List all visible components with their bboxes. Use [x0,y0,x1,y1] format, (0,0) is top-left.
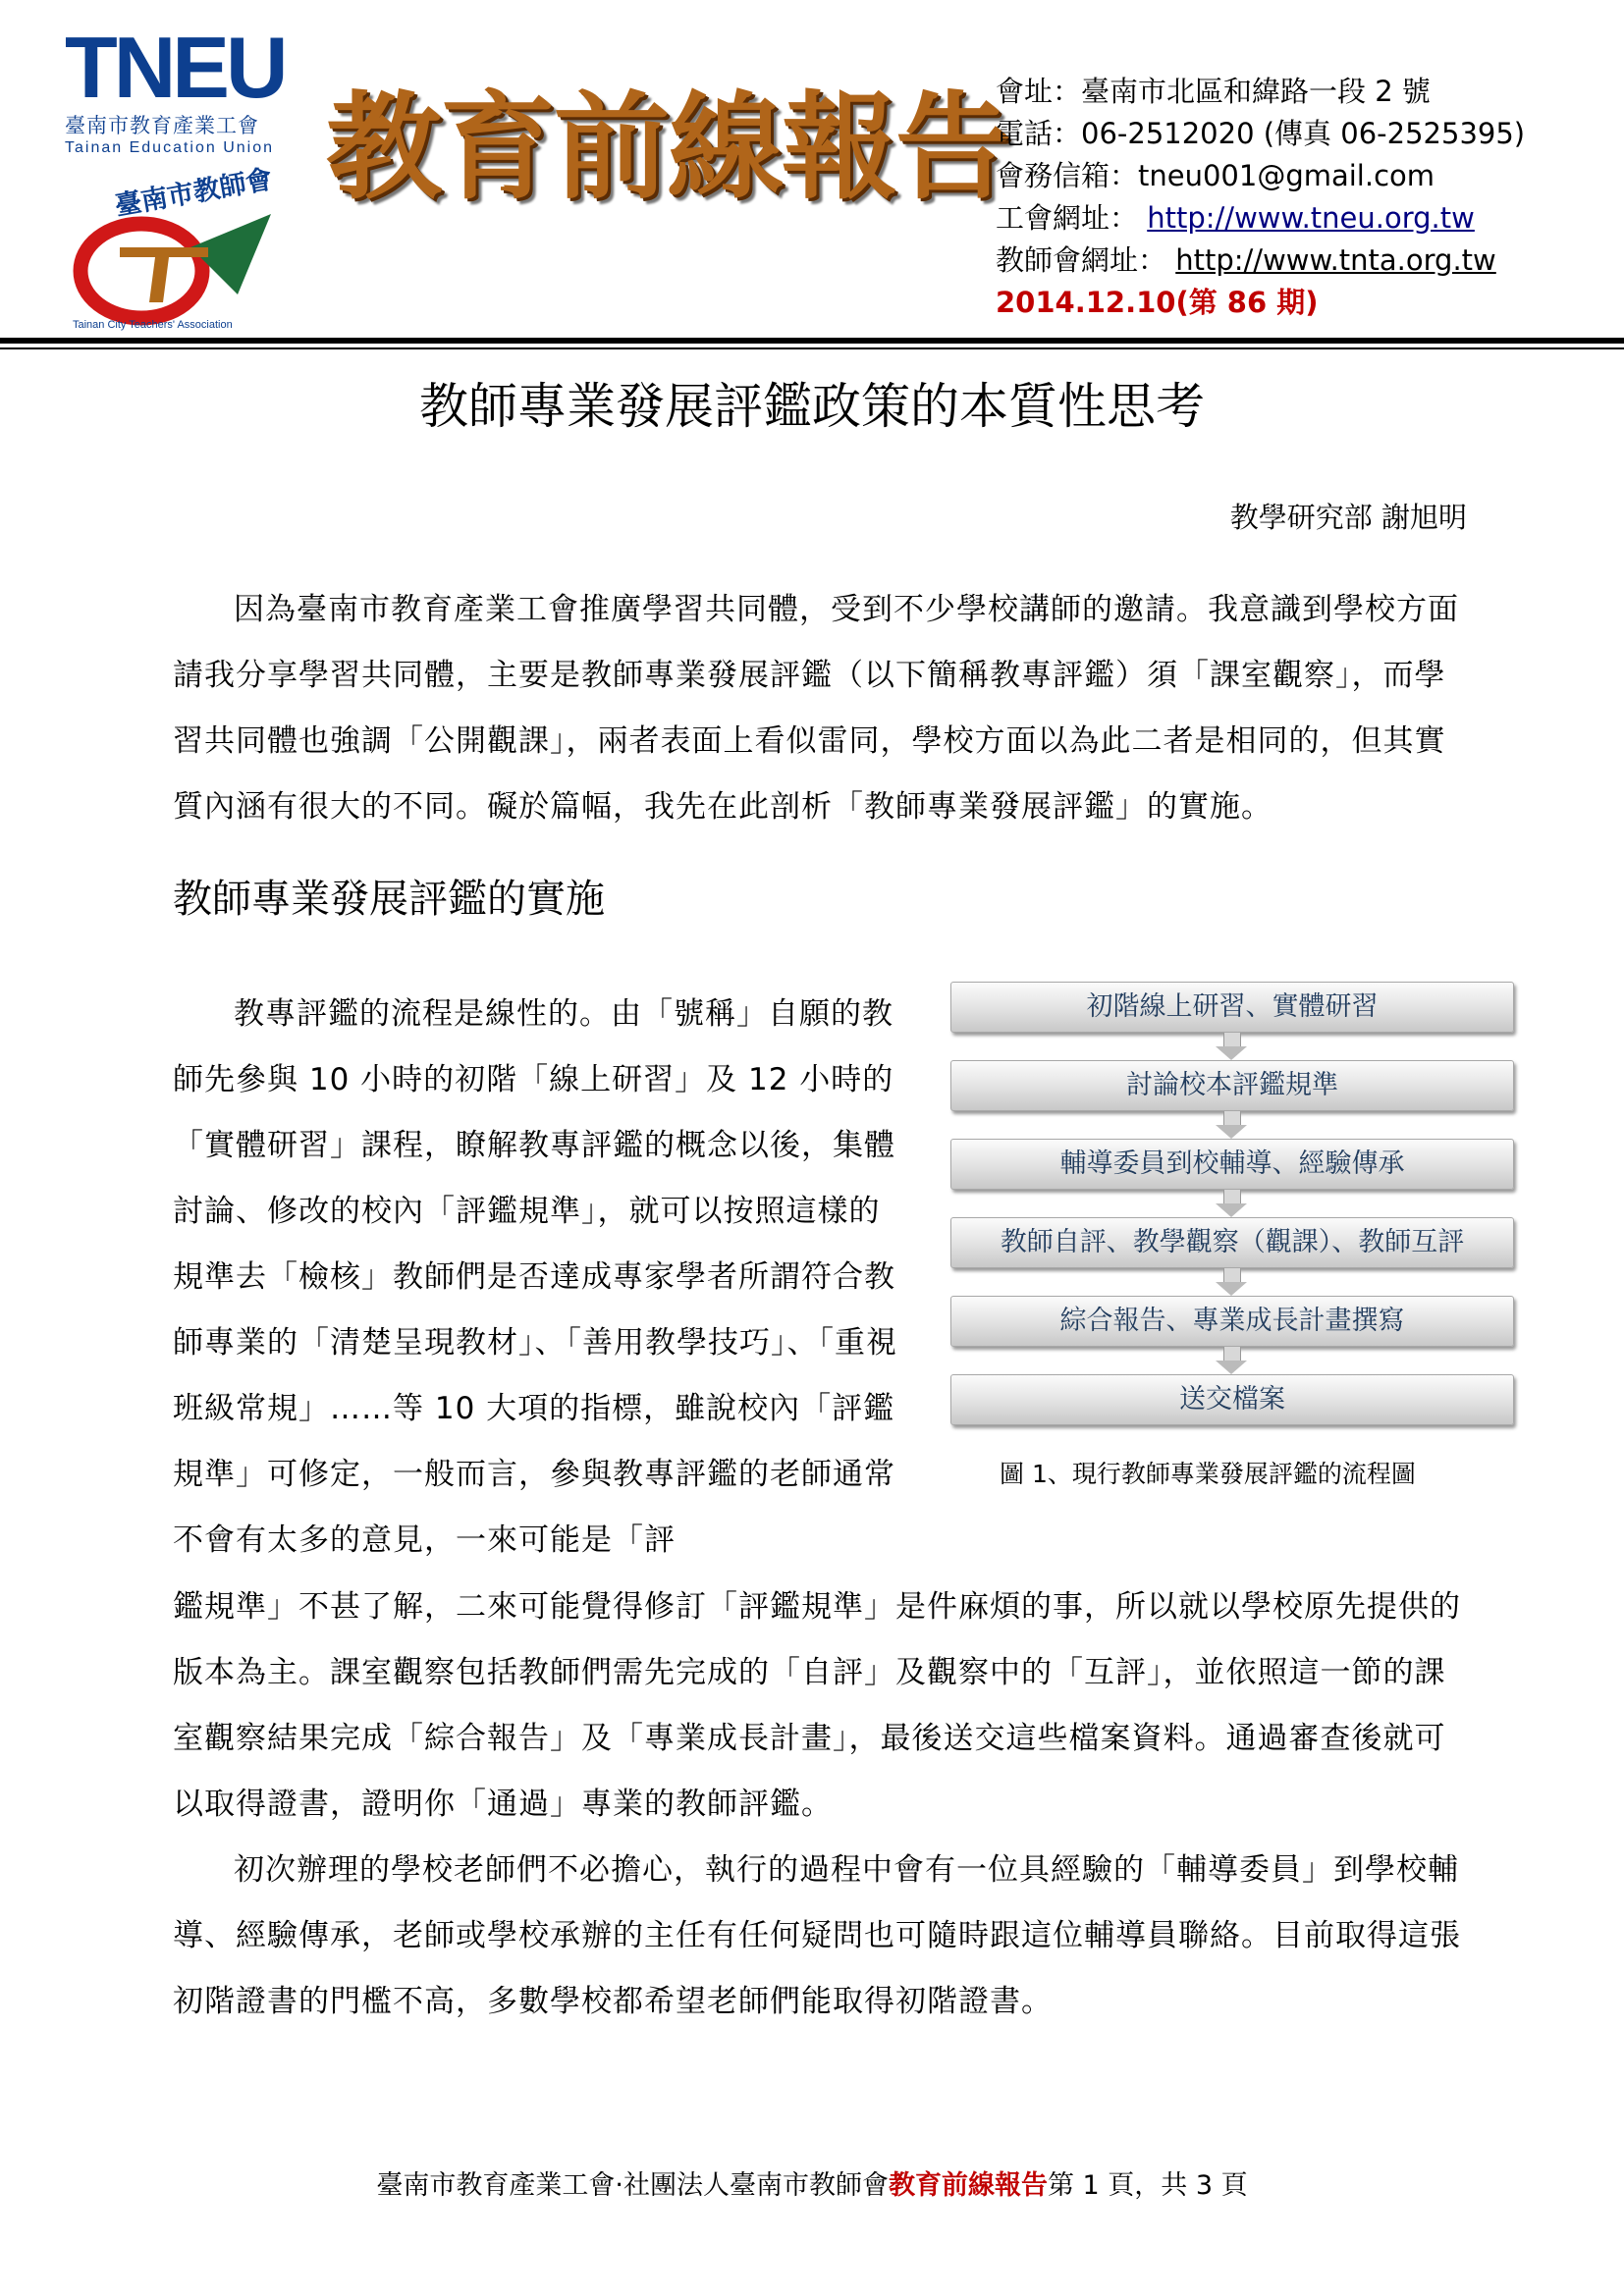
flowchart-arrow-icon [950,1268,1512,1296]
flowchart-step-4: 教師自評、教學觀察（觀課）、教師互評 [950,1217,1514,1268]
teacher-logo-en: Tainan City Teachers' Association [73,319,233,331]
teacher-association-emblem [61,155,306,332]
tneu-logo-word: TNEU [65,19,285,116]
flowchart-arrow-icon [950,1033,1512,1060]
flowchart-step-3: 輔導委員到校輔導、經驗傳承 [950,1139,1514,1190]
flowchart-step-1: 初階線上研習、實體研習 [950,982,1514,1033]
article-title: 教師專業發展評鑑政策的本質性思考 [419,378,1205,435]
flowchart-arrow-icon [950,1111,1512,1139]
body-paragraph-2: 初次辦理的學校老師們不必擔心，執行的過程中會有一位具經驗的「輔導委員」到學校輔導、經驗傳承，老師或學校承辦的主任有任何疑問也可隨時跟這位輔導員聯絡。目前取得這張初階證書的門檻不高，多數學校都希望老師們能取得初階證書。 [173,1852,1461,2019]
footer-prefix: 臺南市教育產業工會‧社團法人臺南市教師會 [376,2170,889,2201]
footer-page-number: 第 1 頁，共 3 頁 [1047,2170,1248,2201]
body-paragraph-continued: 鑑規準」不甚了解，二來可能覺得修訂「評鑑規準」是件麻煩的事，所以就以學校原先提供的版本為主。課室觀察包括教師們需先完成的「自評」及觀察中的「互評」，並依照這一節的課室觀察結果完成「綜合報告」及「專業成長計畫」，最後送交這些檔案資料。通過審查後就可以取得證書，證明你「通過」專業的教師評鑑。 [173,1589,1461,1822]
tneu-logo-en: Tainan Education Union [65,139,275,156]
contact-address: 會址：臺南市北區和緯路一段 2 號 [996,75,1431,108]
page-footer [0,2163,1624,2202]
header-divider [0,338,1624,344]
newsletter-title: 教育前線報告 [326,79,1010,215]
flowchart-arrow-icon [950,1347,1512,1374]
header-divider-thin [0,347,1624,349]
figure-caption: 圖 1、現行教師專業發展評鑑的流程圖 [1000,1460,1416,1488]
article-author: 教學研究部 謝旭明 [1229,501,1467,534]
flowchart [950,982,1518,1425]
section-heading: 教師專業發展評鑑的實施 [173,877,605,922]
issue-date: 2014.12.10(第 86 期) [996,286,1319,319]
teacher-logo-cn: 臺南市教師會 [112,164,275,223]
flowchart-arrow-icon [950,1190,1512,1217]
tneu-logo-cn: 臺南市教育產業工會 [65,114,259,137]
contact-email: 會務信箱：tneu001@gmail.com [996,159,1435,192]
teacher-site-label: 教師會網址： [996,243,1167,277]
union-site-label: 工會網址： [996,201,1139,235]
body-paragraph-wrapped: 教專評鑑的流程是線性的。由「號稱」自願的教師先參與 10 小時的初階「線上研習」及 12 小時的「實體研習」課程，瞭解教專評鑑的概念以後，集體討論、修改的校內「評鑑規準」，就可以按照這樣的規準去「檢核」教師們是否達成專家學者所謂符合教師專業的「清楚呈現教材」、「善用教學技巧」、「重視班級常規」……等 10 大項的指標，雖說校內「評鑑規準」可修定，一般而言，參與教專評鑑的老師通常不會有太多的意見，一來可能是「評 [173,996,897,1558]
contact-block [996,71,1525,324]
flowchart-step-6: 送交檔案 [950,1374,1514,1425]
footer-brand: 教育前線報告 [888,2170,1048,2201]
flowchart-step-2: 討論校本評鑑規準 [950,1060,1514,1111]
union-site-row [996,197,1525,240]
tneu-logo [65,19,291,157]
contact-phone: 電話：06-2512020 (傳真 06-2525395) [996,117,1526,150]
teacher-site-link[interactable]: http://www.tnta.org.tw [1175,243,1496,277]
flowchart-step-5: 綜合報告、專業成長計畫撰寫 [950,1296,1514,1347]
union-site-link[interactable]: http://www.tneu.org.tw [1147,201,1475,235]
intro-paragraph: 因為臺南市教育產業工會推廣學習共同體，受到不少學校講師的邀請。我意識到學校方面請我分享學習共同體，主要是教師專業發展評鑑（以下簡稱教專評鑑）須「課室觀察」，而學習共同體也強調「公開觀課」，兩者表面上看似雷同，學校方面以為此二者是相同的，但其實質內涵有很大的不同。礙於篇幅，我先在此剖析「教師專業發展評鑑」的實施。 [173,592,1459,825]
teacher-site-row [996,240,1525,282]
